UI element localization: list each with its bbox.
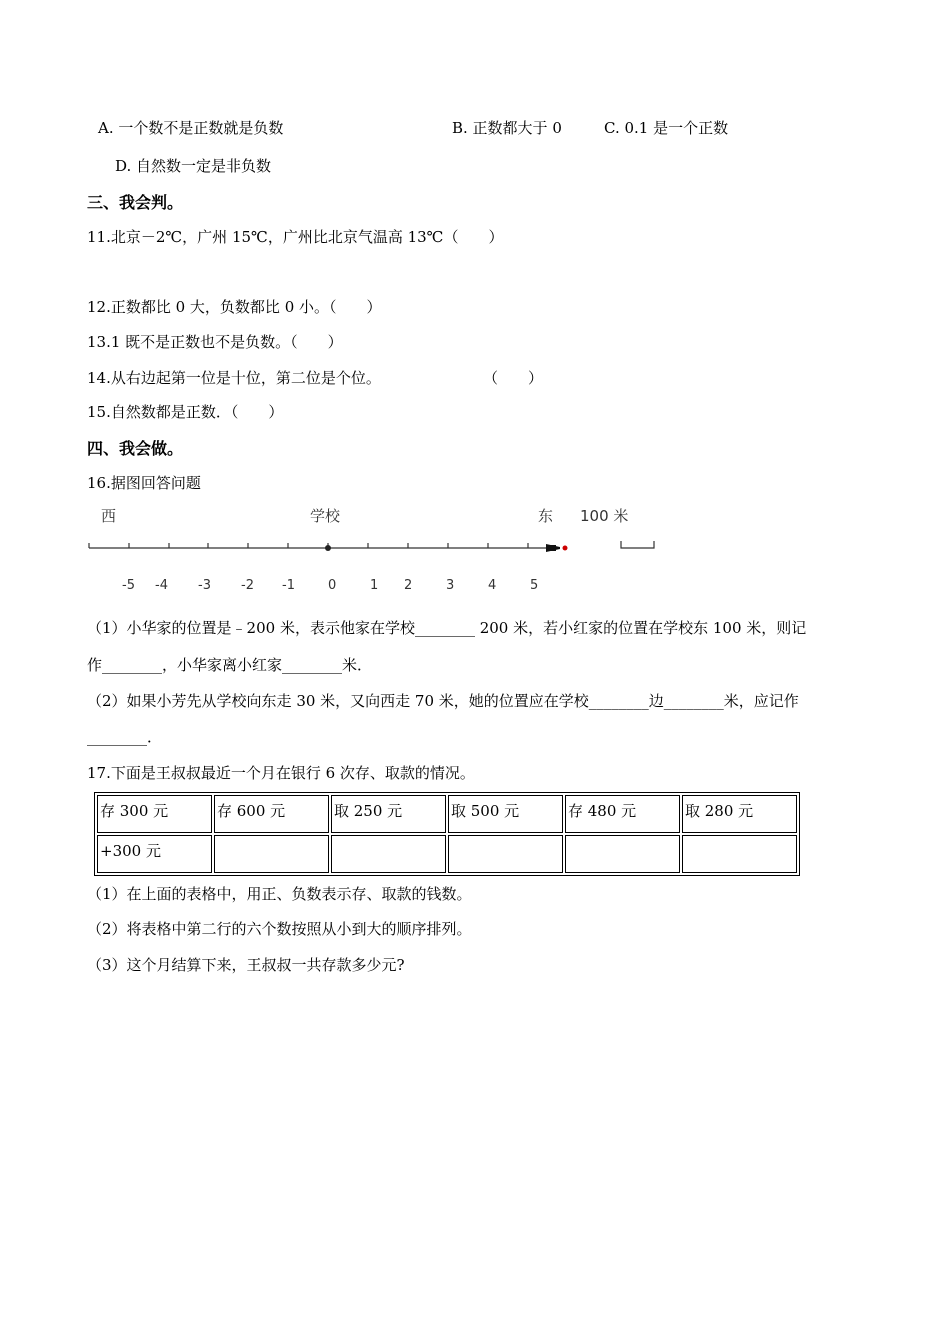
- section-3-title: 三、我会判。: [87, 193, 184, 212]
- option-c: C. 0.1 是一个正数: [604, 119, 729, 137]
- option-a: A. 一个数不是正数就是负数: [98, 119, 284, 137]
- answer-cell[interactable]: [682, 835, 797, 873]
- tick-label: -1: [282, 578, 295, 593]
- q16-part2-line2: ________．: [87, 728, 163, 746]
- q17-part3: （3）这个月结算下来，王叔叔一共存款多少元?: [87, 956, 405, 974]
- tick-label: -4: [155, 578, 168, 593]
- scale-label: 100 米: [580, 507, 629, 525]
- table-cell: 存 480 元: [565, 795, 680, 833]
- question-17: 17.下面是王叔叔最近一个月在银行 6 次存、取款的情况。: [87, 764, 475, 782]
- question-11: 11.北京－2℃，广州 15℃，广州比北京气温高 13℃（ ）: [87, 228, 504, 246]
- number-line: [0, 530, 680, 560]
- section-4-title: 四、我会做。: [87, 439, 184, 458]
- tick-label: 5: [530, 578, 539, 593]
- tick-label: 0: [328, 578, 337, 593]
- option-d: D. 自然数一定是非负数: [115, 157, 272, 175]
- question-15: 15.自然数都是正数．（ ）: [87, 403, 284, 421]
- tick-label: -5: [122, 578, 135, 593]
- question-13: 13.1 既不是正数也不是负数。（ ）: [87, 333, 343, 351]
- table-cell: 取 500 元: [448, 795, 563, 833]
- tick-label: 1: [370, 578, 379, 593]
- tick-label: 2: [404, 578, 413, 593]
- school-point: [325, 545, 331, 551]
- arrow-body: [546, 545, 556, 551]
- table-row: [97, 835, 797, 873]
- tick-label: -2: [241, 578, 254, 593]
- answer-cell[interactable]: [214, 835, 329, 873]
- table-cell: 存 300 元: [97, 795, 212, 833]
- question-12: 12.正数都比 0 大，负数都比 0 小。（ ）: [87, 298, 382, 316]
- answer-cell[interactable]: [331, 835, 446, 873]
- answer-cell[interactable]: [565, 835, 680, 873]
- scale-bracket: [621, 541, 654, 548]
- direction-east: 东: [538, 507, 554, 525]
- tick-label: 4: [488, 578, 497, 593]
- school-label: 学校: [310, 507, 341, 525]
- table-cell: 取 250 元: [331, 795, 446, 833]
- table-cell: 取 280 元: [682, 795, 797, 833]
- question-14-answer-paren: （ ）: [483, 369, 544, 387]
- direction-west: 西: [101, 507, 117, 525]
- q16-part2-line1: （2）如果小芳先从学校向东走 30 米，又向西走 70 米，她的位置应在学校________边________米，应记作: [87, 692, 799, 710]
- tick-label: -3: [198, 578, 211, 593]
- answer-cell[interactable]: [448, 835, 563, 873]
- option-b: B. 正数都大于 0: [452, 119, 562, 137]
- question-16: 16.据图回答问题: [87, 474, 201, 492]
- table-cell: +300 元: [97, 835, 212, 873]
- table-cell: 存 600 元: [214, 795, 329, 833]
- q17-part1: （1）在上面的表格中，用正、负数表示存、取款的钱数。: [87, 885, 472, 903]
- table-row: [97, 795, 797, 833]
- tick-label: 3: [446, 578, 455, 593]
- q16-part1-line1: （1）小华家的位置是﹣200 米，表示他家在学校________ 200 米，若小红家的位置在学校东 100 米，则记: [87, 619, 807, 637]
- q17-part2: （2）将表格中第二行的六个数按照从小到大的顺序排列。: [87, 920, 472, 938]
- bank-table: [94, 792, 800, 876]
- q16-part1-line2: 作________，小华家离小红家________米．: [87, 656, 373, 674]
- question-14: 14.从右边起第一位是十位，第二位是个位。: [87, 369, 381, 387]
- red-point: [563, 546, 568, 551]
- number-line-ticks: [89, 543, 528, 548]
